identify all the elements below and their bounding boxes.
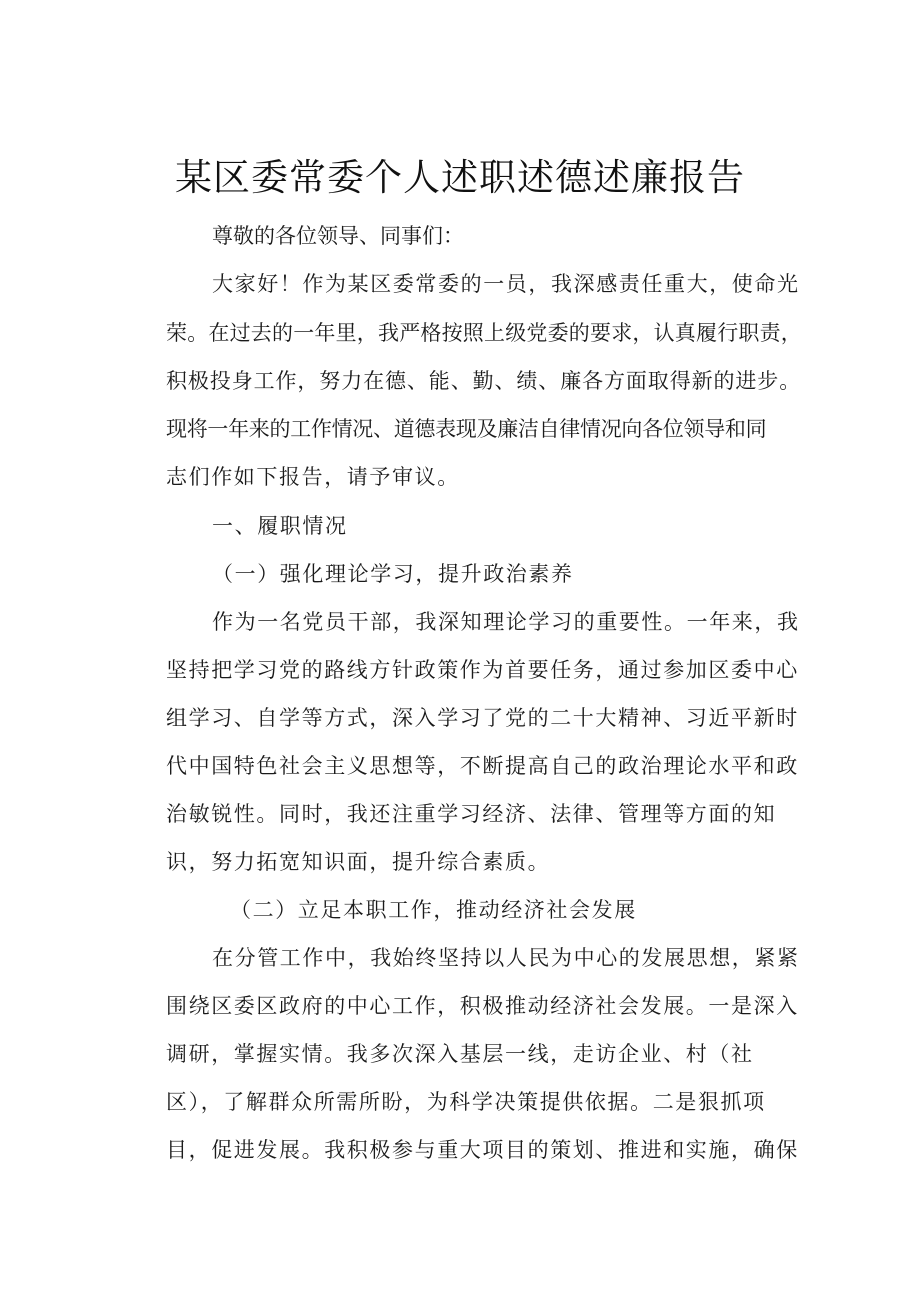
salutation: 尊敬的各位领导、同事们： <box>212 224 464 248</box>
paragraph-line: 荣。在过去的一年里，我严格按照上级党委的要求，认真履行职责， <box>166 321 802 345</box>
document-title: 某区委常委个人述职述德述廉报告 <box>175 156 745 199</box>
paragraph-line: 大家好！作为某区委常委的一员，我深感责任重大，使命光 <box>212 272 800 296</box>
paragraph-line: 识，努力拓宽知识面，提升综合素质。 <box>166 850 551 874</box>
paragraph-line: 作为一名党员干部，我深知理论学习的重要性。一年来，我 <box>212 610 800 634</box>
paragraph-line: 在分管工作中，我始终坚持以人民为中心的发展思想，紧紧 <box>212 946 800 970</box>
section-heading: 一、履职情况 <box>212 514 348 538</box>
paragraph-line: 组学习、自学等方式，深入学习了党的二十大精神、习近平新时 <box>166 706 799 730</box>
paragraph-line: 代中国特色社会主义思想等，不断提高自己的政治理论水平和政 <box>166 754 799 778</box>
paragraph-line: 积极投身工作，努力在德、能、勤、绩、廉各方面取得新的进步。 <box>166 369 802 393</box>
paragraph-line: 围绕区委区政府的中心工作，积极推动经济社会发展。一是深入 <box>166 994 799 1018</box>
paragraph-line: 目，促进发展。我积极参与重大项目的策划、推进和实施，确保 <box>166 1138 799 1162</box>
paragraph-line: 坚持把学习党的路线方针政策作为首要任务，通过参加区委中心 <box>166 658 799 682</box>
subsection-heading: （二）立足本职工作，推动经济社会发展 <box>230 898 637 922</box>
paragraph-line: 志们作如下报告，请予审议。 <box>166 465 460 489</box>
subsection-heading: （一）强化理论学习，提升政治素养 <box>212 562 574 586</box>
paragraph-line: 治敏锐性。同时，我还注重学习经济、法律、管理等方面的知 <box>166 802 777 826</box>
paragraph-line: 区），了解群众所需所盼，为科学决策提供依据。二是狠抓项 <box>166 1090 766 1114</box>
paragraph-line: 现将一年来的工作情况、道德表现及廉洁自律情况向各位领导和同 <box>166 417 767 441</box>
paragraph-line: 调研，掌握实情。我多次深入基层一线，走访企业、村（社 <box>166 1042 754 1066</box>
